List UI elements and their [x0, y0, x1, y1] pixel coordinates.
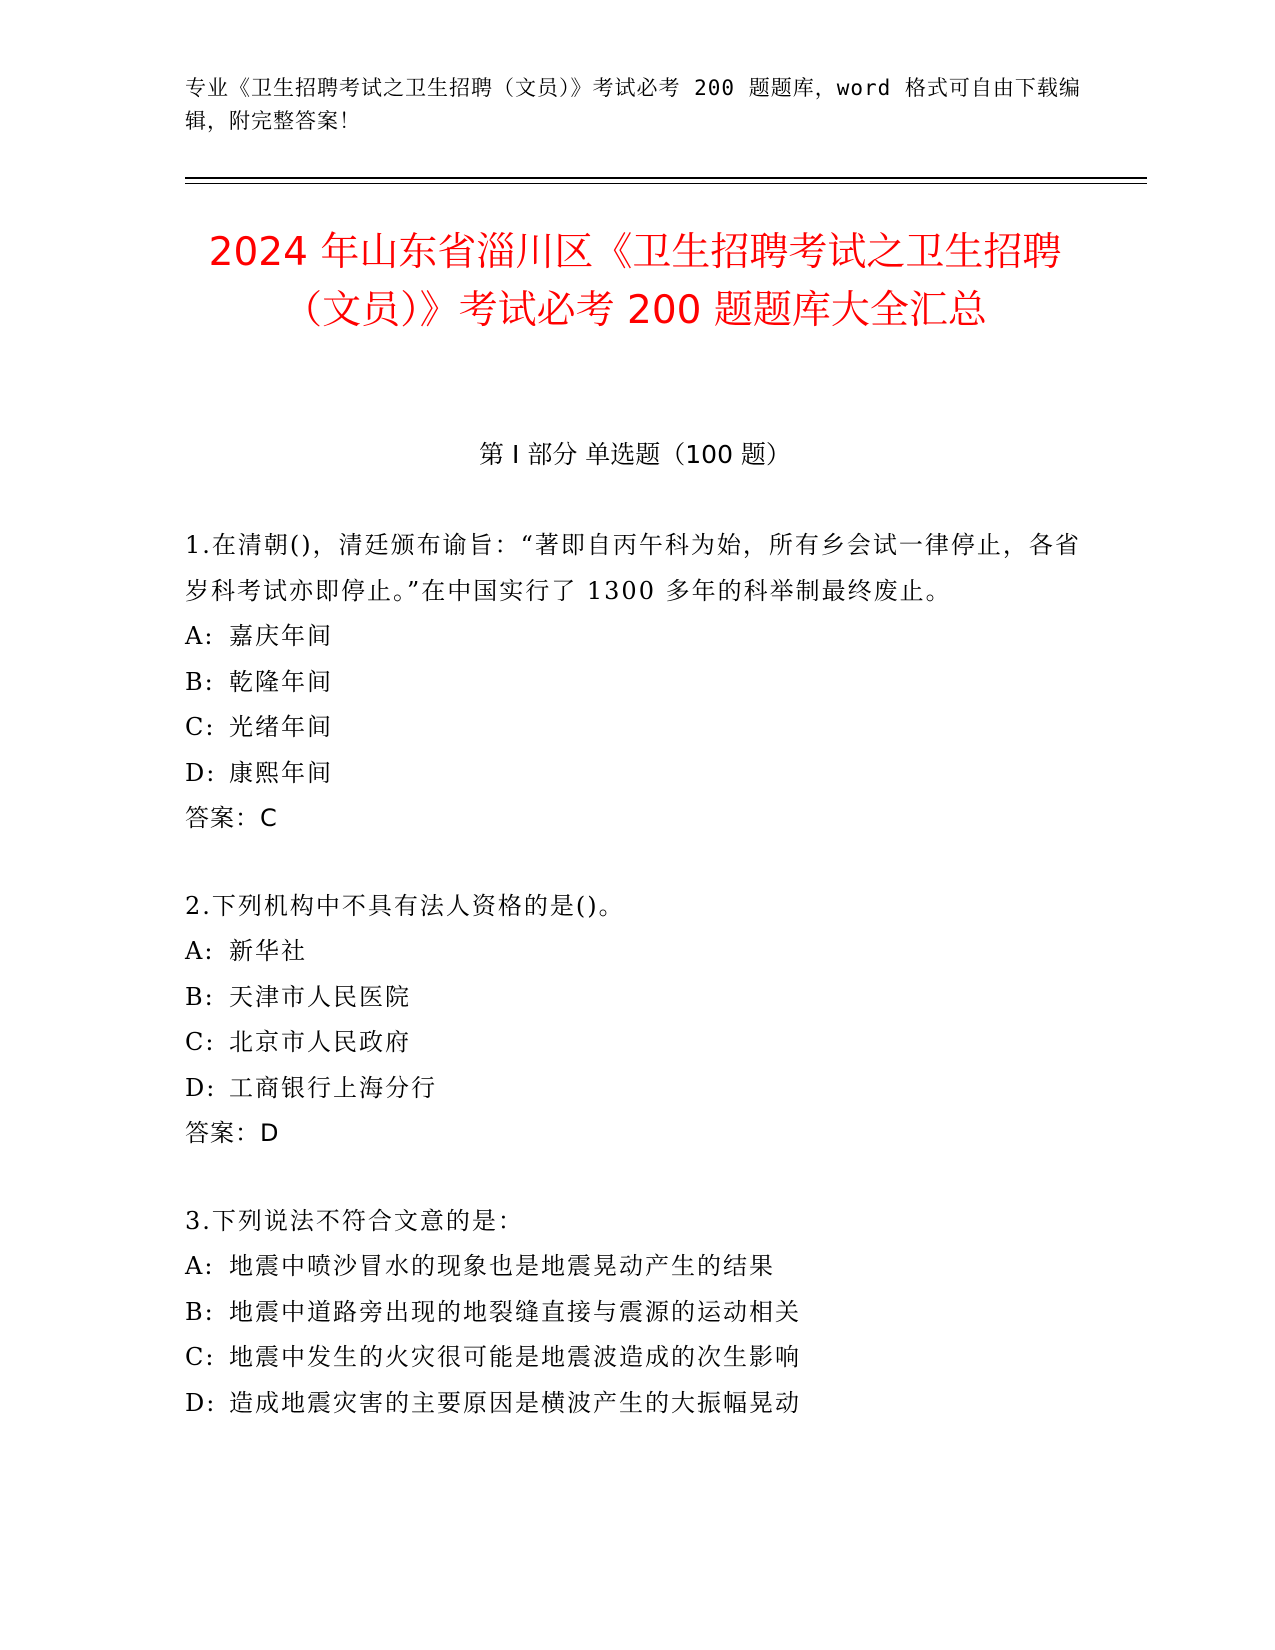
option-letter: D: [185, 1073, 217, 1102]
answer-line: 答案：C [185, 804, 278, 832]
question-stem: 1.在清朝()，清廷颁布谕旨：“著即自丙午科为始，所有乡会试一律停止，各省岁科考试亦即停止。”在中国实行了 1300 多年的科举制最终废止。 [185, 531, 1081, 605]
option-letter: B: [185, 667, 215, 696]
question-list [185, 523, 1085, 1468]
option-a [185, 1244, 1085, 1290]
option-text: 天津市人民医院 [229, 982, 411, 1011]
option-text: 地震中喷沙冒水的现象也是地震晃动产生的结果 [229, 1252, 775, 1280]
option-text: 地震中道路旁出现的地裂缝直接与震源的运动相关 [229, 1297, 801, 1326]
option-letter: D: [185, 758, 217, 787]
option-d [185, 751, 1085, 797]
option-letter: C: [185, 1028, 216, 1056]
option-letter: B: [185, 1297, 215, 1326]
option-letter: B: [185, 982, 215, 1011]
option-text: 北京市人民政府 [229, 1028, 411, 1056]
option-text: 新华社 [229, 937, 307, 965]
option-c [185, 705, 1085, 751]
option-text: 工商银行上海分行 [229, 1073, 437, 1102]
document-title: 2024 年山东省淄川区《卫生招聘考试之卫生招聘（文员）》考试必考 200 题题库大全汇总 [208, 230, 1062, 333]
option-letter: D: [185, 1388, 217, 1417]
option-letter: A: [185, 937, 215, 965]
option-c [185, 1335, 1085, 1381]
option-text: 康熙年间 [229, 758, 333, 787]
option-a [185, 614, 1085, 660]
option-letter: A: [185, 622, 215, 650]
answer-line: 答案：D [185, 1119, 280, 1147]
option-letter: C: [185, 713, 216, 741]
option-b [185, 975, 1085, 1021]
question-1 [185, 523, 1085, 842]
question-stem: 2.下列机构中不具有法人资格的是()。 [185, 891, 625, 920]
option-b [185, 660, 1085, 706]
option-b [185, 1290, 1085, 1336]
header-divider-thin [185, 183, 1147, 184]
header-divider-thick [185, 177, 1147, 179]
option-letter: A: [185, 1252, 215, 1280]
section-heading: 第 I 部分 单选题（100 题） [479, 440, 791, 469]
question-3 [185, 1199, 1085, 1427]
option-text: 地震中发生的火灾很可能是地震波造成的次生影响 [229, 1343, 801, 1371]
option-text: 乾隆年间 [229, 667, 333, 696]
option-letter: C: [185, 1343, 216, 1371]
option-c [185, 1020, 1085, 1066]
option-a [185, 929, 1085, 975]
header-note: 专业《卫生招聘考试之卫生招聘（文员）》考试必考 200 题题库，word 格式可自由下载编辑，附完整答案！ [185, 76, 1081, 133]
option-text: 嘉庆年间 [229, 622, 333, 650]
option-d [185, 1066, 1085, 1112]
option-text: 光绪年间 [229, 713, 333, 741]
option-text: 造成地震灾害的主要原因是横波产生的大振幅晃动 [229, 1388, 801, 1417]
question-2 [185, 884, 1085, 1157]
option-d [185, 1381, 1085, 1427]
question-stem: 3.下列说法不符合文意的是： [185, 1206, 524, 1235]
